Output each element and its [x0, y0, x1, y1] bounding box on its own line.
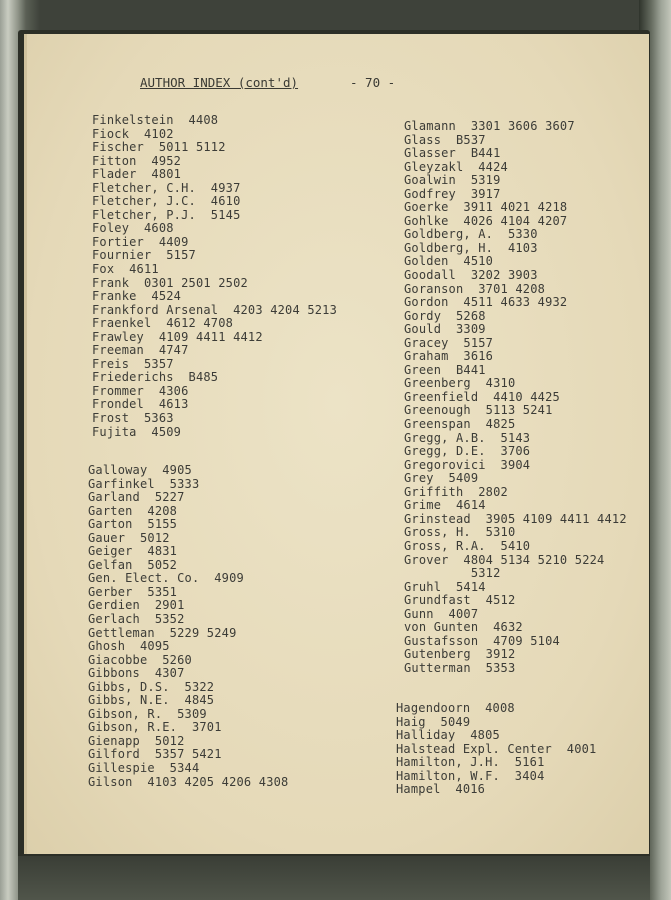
index-entry: Goranson 3701 4208 — [404, 281, 546, 296]
index-entry: Fujita 4509 — [92, 424, 182, 439]
index-entry: Fraenkel 4612 4708 — [92, 316, 234, 331]
index-entry: Flader 4801 — [92, 167, 182, 182]
index-entry: Gienapp 5012 — [88, 733, 185, 748]
page-header — [140, 75, 396, 90]
right-index-column — [404, 120, 627, 675]
left-index-column — [92, 114, 337, 439]
index-entry: Greenfield 4410 4425 — [404, 389, 560, 404]
index-entry: Gregg, D.E. 3706 — [404, 444, 531, 459]
index-entry: Frank 0301 2501 2502 — [92, 275, 248, 290]
index-entry: Fischer 5011 5112 — [92, 140, 226, 155]
page-bottom-shadow — [18, 856, 650, 900]
index-entry: Griffith 2802 — [404, 484, 508, 499]
index-entry: Frawley 4109 4411 4412 — [92, 329, 263, 344]
index-entry: Frost 5363 — [92, 411, 174, 426]
index-entry: Gordy 5268 — [404, 308, 486, 323]
index-entry: Fiock 4102 — [92, 126, 174, 141]
index-entry: Graham 3616 — [404, 349, 494, 364]
index-entry: Hampel 4016 — [396, 782, 486, 797]
index-entry: von Gunten 4632 — [404, 620, 523, 635]
index-entry: Goerke 3911 4021 4218 — [404, 200, 568, 215]
index-entry: Greenberg 4310 — [404, 376, 516, 391]
index-entry: Grey 5409 — [404, 471, 479, 486]
index-entry: Garten 4208 — [88, 503, 178, 518]
index-entry: Garton 5155 — [88, 517, 178, 532]
index-entry: Fournier 5157 — [92, 248, 196, 263]
index-entry: Giacobbe 5260 — [88, 652, 192, 667]
right-index-column-h — [396, 702, 596, 797]
index-entry: Green B441 — [404, 362, 486, 377]
index-entry: Gohlke 4026 4104 4207 — [404, 213, 568, 228]
index-entry: Gunn 4007 — [404, 606, 479, 621]
index-entry: Gustafsson 4709 5104 — [404, 633, 560, 648]
index-entry: Gerlach 5352 — [88, 612, 185, 627]
index-entry: Gregorovici 3904 — [404, 457, 531, 472]
index-entry: Haig 5049 — [396, 714, 471, 729]
index-entry: Glasser B441 — [404, 146, 501, 161]
index-entry: Gould 3309 — [404, 322, 486, 337]
index-entry: Gutenberg 3912 — [404, 647, 516, 662]
index-entry: Garland 5227 — [88, 490, 185, 505]
index-entry: Gibbs, N.E. 4845 — [88, 693, 215, 708]
index-entry: Foley 4608 — [92, 221, 174, 236]
index-entry: Gillespie 5344 — [88, 761, 200, 776]
index-entry: Grinstead 3905 4109 4411 4412 — [404, 511, 627, 526]
index-entry: 5312 — [404, 566, 501, 581]
index-entry: Godfrey 3917 — [404, 186, 501, 201]
index-entry: Gross, R.A. 5410 — [404, 538, 531, 553]
index-entry: Ghosh 4095 — [88, 639, 170, 654]
index-entry: Geiger 4831 — [88, 544, 178, 559]
index-entry: Gordon 4511 4633 4932 — [404, 295, 568, 310]
index-entry: Fletcher, J.C. 4610 — [92, 194, 241, 209]
index-entry: Gibbons 4307 — [88, 666, 185, 681]
index-entry: Gilson 4103 4205 4206 4308 — [88, 774, 289, 789]
index-entry: Frankford Arsenal 4203 4204 5213 — [92, 302, 338, 317]
index-entry: Goodall 3202 3903 — [404, 268, 538, 283]
index-entry: Franke 4524 — [92, 289, 182, 304]
index-entry: Gelfan 5052 — [88, 557, 178, 572]
index-entry: Garfinkel 5333 — [88, 476, 200, 491]
index-entry: Hagendoorn 4008 — [396, 701, 515, 715]
index-entry: Greenough 5113 5241 — [404, 403, 553, 418]
index-entry: Frondel 4613 — [92, 397, 189, 412]
index-entry: Gerber 5351 — [88, 584, 178, 599]
index-entry: Fitton 4952 — [92, 153, 182, 168]
index-entry: Gerdien 2901 — [88, 598, 185, 613]
index-entry: Glass B537 — [404, 132, 486, 147]
index-entry: Goldberg, H. 4103 — [404, 240, 538, 255]
index-entry: Gutterman 5353 — [404, 660, 516, 675]
index-entry: Freeman 4747 — [92, 343, 189, 358]
page-title: AUTHOR INDEX (cont'd) — [140, 75, 299, 90]
index-entry: Fortier 4409 — [92, 234, 189, 249]
index-entry: Galloway 4905 — [88, 463, 192, 477]
index-entry: Goalwin 5319 — [404, 173, 501, 188]
index-entry: Goldberg, A. 5330 — [404, 227, 538, 242]
index-entry: Halstead Expl. Center 4001 — [396, 741, 597, 756]
index-entry: Frommer 4306 — [92, 383, 189, 398]
index-entry: Gross, H. 5310 — [404, 525, 516, 540]
index-entry: Gibbs, D.S. 5322 — [88, 679, 215, 694]
index-entry: Gruhl 5414 — [404, 579, 486, 594]
index-entry: Grover 4804 5134 5210 5224 — [404, 552, 605, 567]
index-entry: Hamilton, W.F. 3404 — [396, 768, 545, 783]
index-entry: Gleyzakl 4424 — [404, 159, 508, 174]
index-entry: Gettleman 5229 5249 — [88, 625, 237, 640]
index-entry: Gracey 5157 — [404, 335, 494, 350]
index-entry: Fox 4611 — [92, 262, 159, 277]
index-entry: Grundfast 4512 — [404, 593, 516, 608]
index-entry: Grime 4614 — [404, 498, 486, 513]
index-entry: Fletcher, C.H. 4937 — [92, 180, 241, 195]
index-entry: Fletcher, P.J. 5145 — [92, 207, 241, 222]
index-entry: Halliday 4805 — [396, 728, 500, 743]
index-entry: Friederichs B485 — [92, 370, 219, 385]
left-index-column-g — [88, 464, 288, 789]
index-entry: Hamilton, J.H. 5161 — [396, 755, 545, 770]
index-entry: Freis 5357 — [92, 356, 174, 371]
page-number: - 70 - — [350, 75, 396, 90]
index-entry: Golden 4510 — [404, 254, 494, 269]
index-entry: Gilford 5357 5421 — [88, 747, 222, 762]
index-entry: Gauer 5012 — [88, 530, 170, 545]
index-entry: Gen. Elect. Co. 4909 — [88, 571, 244, 586]
index-entry: Gibson, R. 5309 — [88, 706, 207, 721]
index-entry: Greenspan 4825 — [404, 417, 516, 432]
index-entry: Glamann 3301 3606 3607 — [404, 119, 575, 133]
index-entry: Gibson, R.E. 3701 — [88, 720, 222, 735]
index-entry: Gregg, A.B. 5143 — [404, 430, 531, 445]
index-entry: Finkelstein 4408 — [92, 113, 219, 127]
